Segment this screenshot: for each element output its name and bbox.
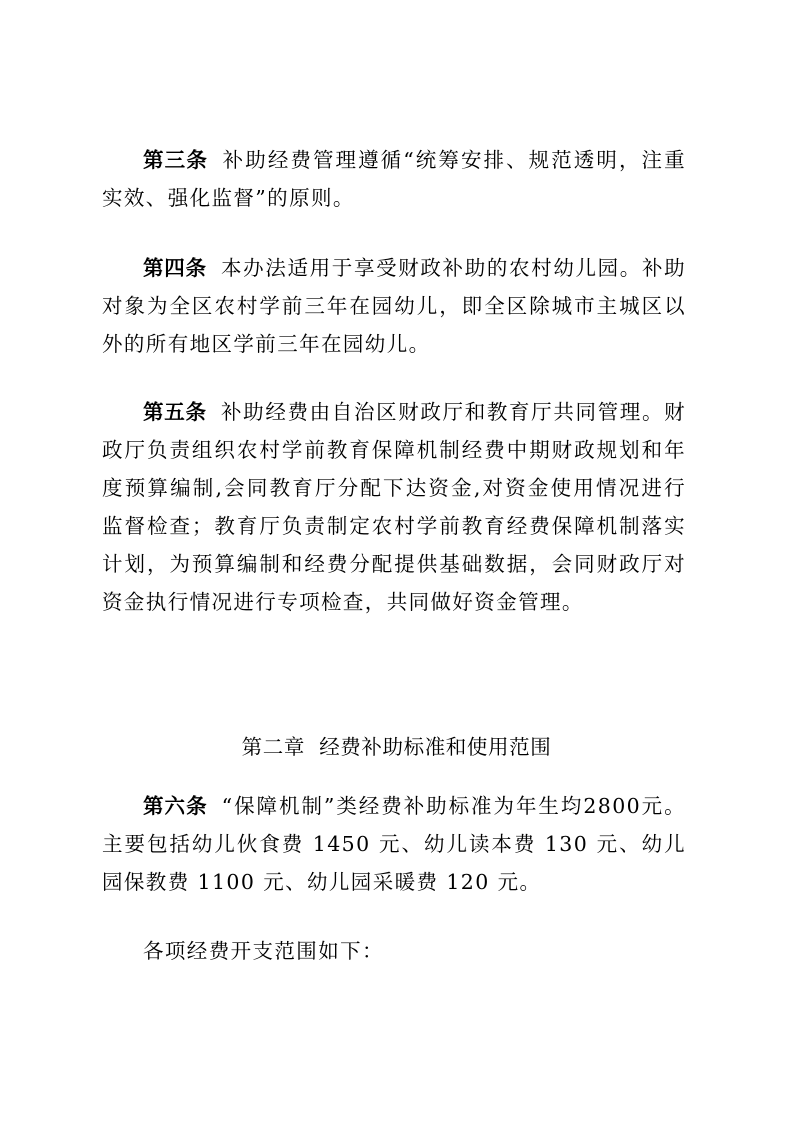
article-4 [102,249,686,363]
article-5 [102,393,686,621]
article-number: 第六条 [143,794,208,818]
article-text: “保障机制”类经费补助标准为年生均2800元。主要包括幼儿伙食费 1450 元、幼儿读本费 130 元、幼儿园保教费 1100 元、幼儿园采暖费 120 元。 [102,794,687,894]
chapter-title: 第二章 经费补助标准和使用范围 [241,735,552,759]
closing-line: 各项经费开支范围如下： [143,939,384,963]
article-3 [102,141,686,217]
article-number: 第五条 [143,400,207,424]
article-text: 本办法适用于享受财政补助的农村幼儿园。补助对象为全区农村学前三年在园幼儿，即全区除城市主城区以外的所有地区学前三年在园幼儿。 [102,256,686,356]
article-6 [102,787,686,901]
article-text: 补助经费管理遵循“统筹安排、规范透明，注重实效、强化监督”的原则。 [102,148,686,210]
article-text: 补助经费由自治区财政厅和教育厅共同管理。财政厅负责组织农村学前教育保障机制经费中期财政规划和年度预算编制,会同教育厅分配下达资金,对资金使用情况进行监督检查；教育厅负责制定农村学前教育经费保障机制落实计划，为预算编制和经费分配提供基础数据，会同财政厅对资金执行情况进行专项检查，共同做好资金管理。 [102,400,686,614]
article-number: 第三条 [143,148,209,172]
article-number: 第四条 [143,256,207,280]
